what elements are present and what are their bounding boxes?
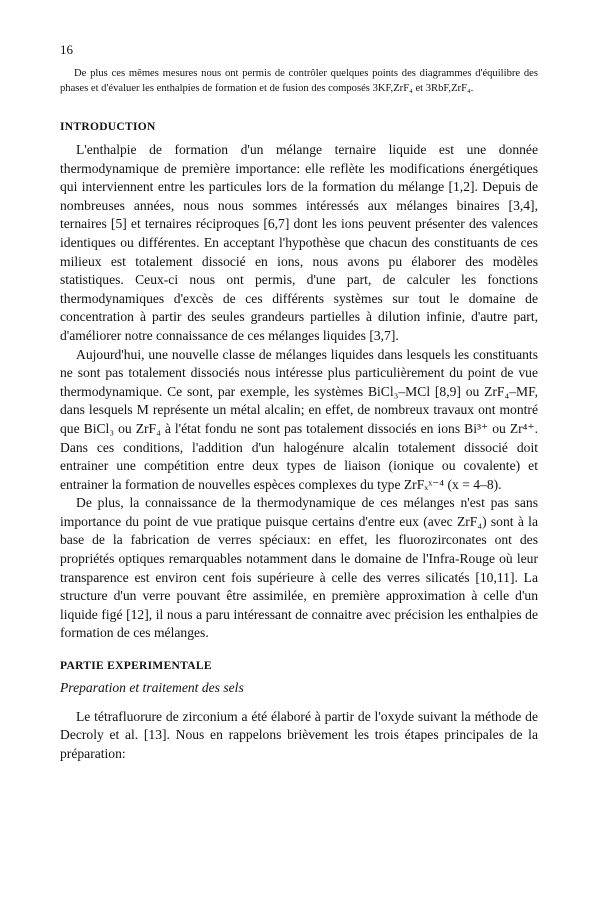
paragraph: Aujourd'hui, une nouvelle classe de mélanges liquides dans lesquels les constituants ne sont pas totalement dissociés nous intéresse plus particulièrement du point de vue thermodynamique. Ce sont, par exemple, les systèmes BiCl₃–MCl [8,9] ou ZrF₄–MF, dans lesquels M représente un métal alcalin; en effet, de nombreux travaux ont montré que BiCl₃ ou ZrF₄ à l'état fondu ne sont pas totalement dissociés en ions Bi³⁺ ou Zr⁴⁺. Dans ces conditions, l'addition d'un halogénure alcalin totalement dissocié doit entrainer une compétition entre deux types de liaison (ionique ou covalente) et entrainer la formation de nouvelles espèces complexes du type ZrFₓˣ⁻⁴ (x = 4–8).: [60, 346, 538, 492]
abstract-text: De plus ces mêmes mesures nous ont permis de contrôler quelques points des diagrammes d'équilibre des phases et d'évaluer les enthalpies de formation et de fusion des composés 3KF,ZrF₄ et 3RbF,ZrF₄.: [60, 68, 538, 94]
document-page: [60, 42, 538, 763]
paragraph: De plus, la connaissance de la thermodynamique de ces mélanges n'est pas sans importance du point de vue pratique puisque certains d'entre eux (avec ZrF₄) sont à la base de la fabrication de verres spéciaux: en effet, les fluorozirconates ont des propriétés optiques remarquables notamment dans le domaine de l'Infra-Rouge où leur transparence est environ cent fois supérieure à celle des verres silicatés [10,11]. La structure d'un verre pouvant être assimilée, en première approximation à celle d'un liquide figé [12], il nous a paru intéressant de connaitre avec précision les enthalpies de formation de ces mélanges.: [60, 495, 538, 641]
paragraph: L'enthalpie de formation d'un mélange ternaire liquide est une donnée thermodynamique de première importance: elle reflète les modifications énergétiques qui interviennent entre les particules lors de la formation du mélange [1,2]. Depuis de nombreuses années, nous nous sommes intéressés aux mélanges binaires [3,4], ternaires [5] et ternaires réciproques [6,7] dont les ions peuvent présenter des valences identiques ou différentes. En acceptant l'hypothèse que chacun des constituants de ces milieux est totalement dissocié en ions, nous avons pu élaborer des modèles statistiques. Ceux-ci nous ont permis, d'une part, de calculer les fonctions thermodynamiques d'excès de ces différents systèmes sur tout le domaine de concentration à partir des seules grandeurs partielles à dilution infinie, d'autre part, d'améliorer notre connaissance de ces mélanges liquides [3,7].: [60, 142, 538, 343]
page-number: 16: [60, 42, 73, 57]
experimental-body: [60, 708, 538, 764]
section-heading-introduction: INTRODUCTION: [60, 121, 156, 133]
subsection-heading: Preparation et traitement des sels: [60, 680, 244, 696]
introduction-body: [60, 141, 538, 643]
paragraph: Le tétrafluorure de zirconium a été élaboré à partir de l'oxyde suivant la méthode de Decroly et al. [13]. Nous en rappelons brièvement les trois étapes principales de la préparation:: [60, 708, 538, 761]
section-heading-experimental: PARTIE EXPERIMENTALE: [60, 660, 212, 673]
